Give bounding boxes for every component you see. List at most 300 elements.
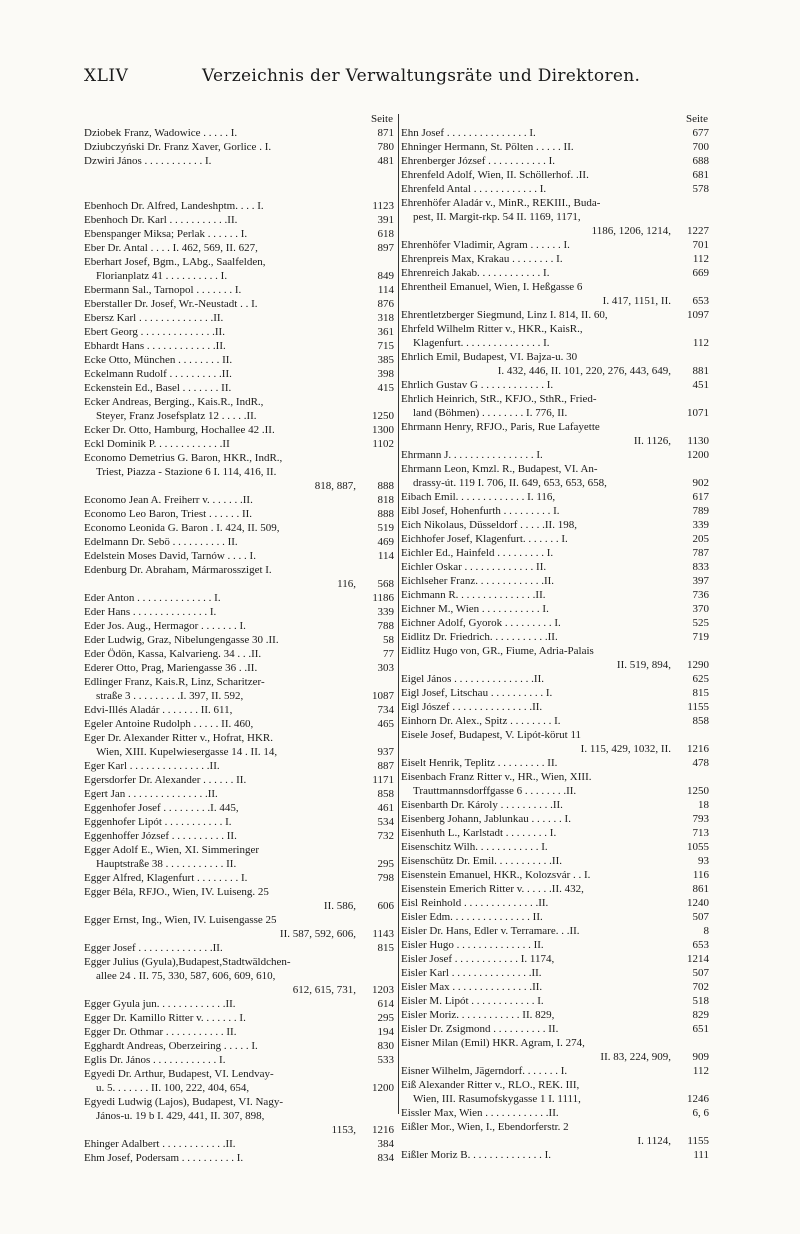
entry-text: Eberstaller Dr. Josef, Wr.-Neustadt . . I. — [84, 298, 258, 310]
entry-text: Ehrlich Heinrich, StR., KFJO., SthR., Fried- — [401, 393, 597, 405]
index-entry — [84, 647, 394, 661]
index-entry — [84, 1025, 394, 1039]
entry-page: 1155 — [687, 701, 709, 713]
entry-text: 1186, 1206, 1214, — [591, 225, 671, 237]
entry-page: 1214 — [687, 953, 709, 965]
index-entry — [84, 451, 394, 465]
entry-page: 1300 — [372, 424, 394, 436]
entry-text: Eckl Dominik P. . . . . . . . . . . . .II — [84, 438, 230, 450]
index-entry — [84, 423, 394, 437]
entry-page: 114 — [377, 550, 394, 562]
entry-text: Eisenhuth L., Karlstadt . . . . . . . . I. — [401, 827, 557, 839]
index-entry — [84, 1039, 394, 1053]
index-entry — [401, 924, 709, 938]
entry-page: 815 — [692, 687, 709, 699]
entry-text: Ebersz Karl . . . . . . . . . . . . . .II. — [84, 312, 224, 324]
index-entry — [84, 899, 394, 913]
section-gap — [84, 168, 394, 199]
entry-text: Ebenhoch Dr. Karl . . . . . . . . . . .II. — [84, 214, 238, 226]
entry-page: 415 — [377, 382, 394, 394]
entry-text: land (Böhmen) . . . . . . . . I. 776, II. — [413, 407, 568, 419]
index-entry — [401, 854, 709, 868]
entry-text: Eichner Adolf, Gyorok . . . . . . . . . I. — [401, 617, 561, 629]
entry-text: Ehrentletzberger Siegmund, Linz I. 814, II. 60, — [401, 309, 608, 321]
page-header — [84, 66, 716, 90]
index-entry — [401, 700, 709, 714]
entry-page: 871 — [377, 127, 394, 139]
index-entry — [401, 448, 709, 462]
entry-text: Ebert Georg . . . . . . . . . . . . . .II. — [84, 326, 225, 338]
index-entry — [401, 210, 709, 224]
entry-page: 6, 6 — [692, 1107, 709, 1119]
entry-text: Ecker Andreas, Berging., Kais.R., IndR., — [84, 396, 264, 408]
index-entry — [84, 941, 394, 955]
index-entry — [84, 549, 394, 563]
index-entry — [84, 703, 394, 717]
entry-page: 8 — [703, 925, 709, 937]
index-entry — [84, 997, 394, 1011]
index-entry — [401, 182, 709, 196]
entry-text: Eichner M., Wien . . . . . . . . . . . I. — [401, 603, 549, 615]
page-title: Verzeichnis der Verwaltungsräte und Direktoren. — [202, 66, 641, 86]
index-entry — [84, 591, 394, 605]
index-entry — [401, 714, 709, 728]
index-entry — [401, 868, 709, 882]
index-entry — [84, 227, 394, 241]
entry-page: 112 — [692, 337, 709, 349]
index-entry — [84, 983, 394, 997]
entry-text: I. 417, 1151, II. — [602, 295, 671, 307]
index-entry — [84, 563, 394, 577]
entry-page: 858 — [692, 715, 709, 727]
index-entry — [84, 1151, 394, 1165]
index-entry — [401, 406, 709, 420]
entry-text: II. 1126, — [633, 435, 671, 447]
index-entry — [401, 336, 709, 350]
index-entry — [84, 661, 394, 675]
entry-page: 876 — [377, 298, 394, 310]
entry-page: 793 — [692, 813, 709, 825]
index-entry — [401, 784, 709, 798]
index-entry — [84, 353, 394, 367]
entry-page: 818 — [377, 494, 394, 506]
entry-text: Economo Leonida G. Baron . I. 424, II. 509, — [84, 522, 280, 534]
index-entry — [401, 1148, 709, 1162]
entry-page: 713 — [692, 827, 709, 839]
index-entry — [84, 1123, 394, 1137]
index-entry — [401, 910, 709, 924]
entry-text: Ebermann Sal., Tarnopol . . . . . . . I. — [84, 284, 242, 296]
entry-text: Eger Dr. Alexander Ritter v., Hofrat, HKR. — [84, 732, 273, 744]
entry-text: Egger Adolf E., Wien, XI. Simmeringer — [84, 844, 260, 856]
entry-text: János-u. 19 b I. 429, 441, II. 307, 898, — [96, 1110, 265, 1122]
entry-page: 736 — [692, 589, 709, 601]
index-entry — [84, 521, 394, 535]
index-entry — [84, 1081, 394, 1095]
entry-text: Trauttmannsdorffgasse 6 . . . . . . . .II. — [413, 785, 577, 797]
entry-page: 787 — [692, 547, 709, 559]
entry-page: 1216 — [372, 1124, 394, 1136]
index-entry — [84, 1067, 394, 1081]
entry-text: Eglis Dr. János . . . . . . . . . . . . I. — [84, 1054, 226, 1066]
index-entry — [84, 955, 394, 969]
index-entry — [84, 339, 394, 353]
index-entry — [401, 154, 709, 168]
index-entry — [401, 896, 709, 910]
index-entry — [84, 759, 394, 773]
entry-page: 1246 — [687, 1093, 709, 1105]
index-entry — [401, 168, 709, 182]
entry-text: Eber Dr. Antal . . . . I. 462, 569, II. 627, — [84, 242, 258, 254]
entry-text: Eisenschütz Dr. Emil. . . . . . . . . . .II. — [401, 855, 563, 867]
index-entry — [84, 409, 394, 423]
entry-page: 702 — [692, 981, 709, 993]
entry-text: Eggenhofer Lipót . . . . . . . . . . . I. — [84, 816, 232, 828]
entry-page: 887 — [377, 760, 394, 772]
entry-page: 888 — [377, 480, 394, 492]
entry-page: 114 — [377, 284, 394, 296]
index-entry — [401, 518, 709, 532]
index-entry — [401, 686, 709, 700]
index-entry — [84, 395, 394, 409]
entry-text: Egyedi Dr. Arthur, Budapest, VI. Lendvay- — [84, 1068, 274, 1080]
entry-page: 1171 — [372, 774, 394, 786]
entry-text: Eiselt Henrik, Teplitz . . . . . . . . . II. — [401, 757, 558, 769]
entry-page: 858 — [377, 788, 394, 800]
entry-text: Egger Gyula jun. . . . . . . . . . . . .II. — [84, 998, 236, 1010]
entry-page: 681 — [692, 169, 709, 181]
entry-text: II. 519, 894, — [616, 659, 671, 671]
entry-page: 1123 — [372, 200, 394, 212]
index-entry — [401, 938, 709, 952]
entry-page: 534 — [377, 816, 394, 828]
index-entry — [401, 280, 709, 294]
entry-page: 1087 — [372, 690, 394, 702]
index-entry — [401, 196, 709, 210]
index-entry — [84, 619, 394, 633]
entry-text: Eißler Mor., Wien, I., Ebendorferstr. 2 — [401, 1121, 569, 1133]
index-entry — [84, 885, 394, 899]
entry-text: Ehm Josef, Podersam . . . . . . . . . . I. — [84, 1152, 244, 1164]
index-entry — [84, 1095, 394, 1109]
entry-page: 830 — [377, 1040, 394, 1052]
entry-text: Florianplatz 41 . . . . . . . . . . I. — [96, 270, 228, 282]
entry-page: 1200 — [687, 449, 709, 461]
entry-page: 734 — [377, 704, 394, 716]
entry-page: 688 — [692, 155, 709, 167]
entry-page: 815 — [377, 942, 394, 954]
entry-text: Ehrmann Henry, RFJO., Paris, Rue Lafayette — [401, 421, 600, 433]
entry-page: 700 — [692, 141, 709, 153]
entry-text: I. 432, 446, II. 101, 220, 276, 443, 649, — [497, 365, 671, 377]
index-entry — [84, 255, 394, 269]
entry-text: Edvi-Illés Aladár . . . . . . . II. 611, — [84, 704, 233, 716]
entry-text: Eisenschitz Wilh. . . . . . . . . . . . I. — [401, 841, 548, 853]
index-entry — [401, 476, 709, 490]
entry-page: 318 — [377, 312, 394, 324]
seite-label-right: Seite — [686, 113, 708, 125]
entry-text: Ehrlich Emil, Budapest, VI. Bajza-u. 30 — [401, 351, 578, 363]
entry-text: Wien, XIII. Kupelwiesergasse 14 . II. 14, — [96, 746, 278, 758]
index-entry — [401, 1078, 709, 1092]
entry-page: 861 — [692, 883, 709, 895]
entry-page: 833 — [692, 561, 709, 573]
entry-page: 507 — [692, 911, 709, 923]
entry-page: 578 — [692, 183, 709, 195]
entry-text: 1153, — [331, 1124, 356, 1136]
entry-text: Edlinger Franz, Kais.R, Linz, Scharitzer- — [84, 676, 265, 688]
entry-text: II. 83, 224, 909, — [600, 1051, 671, 1063]
entry-text: II. 586, — [323, 900, 356, 912]
entry-text: Eisler Moriz. . . . . . . . . . . . II. 829, — [401, 1009, 555, 1021]
index-entry — [84, 241, 394, 255]
entry-text: Ehrenhöfer Aladár v., MinR., REKIII., Buda- — [401, 197, 601, 209]
entry-text: Eigel János . . . . . . . . . . . . . . .II. — [401, 673, 544, 685]
index-entry — [84, 801, 394, 815]
index-entry — [84, 1011, 394, 1025]
entry-page: 909 — [692, 1051, 709, 1063]
entry-text: Eißler Moriz B. . . . . . . . . . . . . . I. — [401, 1149, 552, 1161]
index-entry — [84, 577, 394, 591]
entry-text: Ecke Otto, München . . . . . . . . II. — [84, 354, 233, 366]
entry-text: Einhorn Dr. Alex., Spitz . . . . . . . . I. — [401, 715, 561, 727]
entry-text: Economo Jean A. Freiherr v. . . . . . .II. — [84, 494, 253, 506]
entry-text: Eisenstein Emanuel, HKR., Kolozsvár . . I. — [401, 869, 591, 881]
entry-page: 719 — [692, 631, 709, 643]
index-entry — [84, 843, 394, 857]
index-entry — [84, 297, 394, 311]
index-entry — [401, 994, 709, 1008]
entry-page: 937 — [377, 746, 394, 758]
entry-page: 798 — [377, 872, 394, 884]
index-entry — [401, 504, 709, 518]
entry-text: Hauptstraße 38 . . . . . . . . . . . II. — [96, 858, 237, 870]
index-entry — [84, 367, 394, 381]
index-entry — [401, 1050, 709, 1064]
index-entry — [84, 857, 394, 871]
entry-text: Eibl Josef, Hohenfurth . . . . . . . . . I. — [401, 505, 560, 517]
index-entry — [401, 882, 709, 896]
index-entry — [401, 462, 709, 476]
entry-text: Ehinger Adalbert . . . . . . . . . . . .II. — [84, 1138, 236, 1150]
entry-page: 398 — [377, 368, 394, 380]
entry-text: Ehninger Hermann, St. Pölten . . . . . II. — [401, 141, 574, 153]
index-entry — [401, 350, 709, 364]
entry-page: 606 — [377, 900, 394, 912]
entry-text: Dziubczyński Dr. Franz Xaver, Gorlice . I. — [84, 141, 272, 153]
index-entry — [401, 616, 709, 630]
index-entry — [84, 154, 394, 168]
index-entry — [84, 283, 394, 297]
index-entry — [401, 1008, 709, 1022]
index-entry — [84, 325, 394, 339]
index-entry — [401, 546, 709, 560]
index-entry — [401, 588, 709, 602]
index-entry — [84, 479, 394, 493]
index-entry — [401, 728, 709, 742]
entry-text: Eisenstein Emerich Ritter v. . . . . .II. 432, — [401, 883, 584, 895]
right-column — [401, 112, 709, 1162]
entry-text: Eichmann R. . . . . . . . . . . . . . .II. — [401, 589, 546, 601]
entry-page: 834 — [377, 1152, 394, 1164]
entry-text: 116, — [337, 578, 356, 590]
index-entry — [401, 966, 709, 980]
entry-page: 93 — [698, 855, 709, 867]
entry-text: Ehrenfeld Adolf, Wien, II. Schöllerhof. .II. — [401, 169, 589, 181]
entry-text: Egger Béla, RFJO., Wien, IV. Luiseng. 25 — [84, 886, 269, 898]
entry-text: Eckenstein Ed., Basel . . . . . . . II. — [84, 382, 232, 394]
entry-page: 902 — [692, 477, 709, 489]
entry-text: Ehrmann Leon, Kmzl. R., Budapest, VI. An- — [401, 463, 598, 475]
entry-text: Klagenfurt. . . . . . . . . . . . . . . I. — [413, 337, 550, 349]
entry-page: 625 — [692, 673, 709, 685]
entry-page: 1143 — [372, 928, 394, 940]
entry-text: Triest, Piazza - Stazione 6 I. 114, 416, II. — [96, 466, 277, 478]
entry-page: 1130 — [687, 435, 709, 447]
entry-page: 653 — [692, 295, 709, 307]
index-entry — [401, 826, 709, 840]
entry-page: 1227 — [687, 225, 709, 237]
entry-text: Eichler Ed., Hainfeld . . . . . . . . . I. — [401, 547, 554, 559]
entry-text: Ehrentheil Emanuel, Wien, I. Heßgasse 6 — [401, 281, 583, 293]
entry-page: 478 — [692, 757, 709, 769]
entry-page: 519 — [377, 522, 394, 534]
index-entry — [401, 980, 709, 994]
entry-text: Eisler M. Lipót . . . . . . . . . . . . I. — [401, 995, 544, 1007]
entry-text: pest, II. Margit-rkp. 54 II. 1169, 1171, — [413, 211, 581, 223]
entry-page: 1102 — [372, 438, 394, 450]
index-entry — [401, 1120, 709, 1134]
entry-page: 205 — [692, 533, 709, 545]
index-entry — [401, 294, 709, 308]
entry-page: 1290 — [687, 659, 709, 671]
entry-page: 112 — [692, 253, 709, 265]
entry-page: 384 — [377, 1138, 394, 1150]
index-entry — [84, 381, 394, 395]
entry-page: 614 — [377, 998, 394, 1010]
entry-page: 112 — [692, 1065, 709, 1077]
entry-text: Egeler Antoine Rudolph . . . . . II. 460, — [84, 718, 254, 730]
entry-page: 518 — [692, 995, 709, 1007]
index-entry — [84, 773, 394, 787]
entry-text: Eisler Hugo . . . . . . . . . . . . . . II. — [401, 939, 544, 951]
entry-page: 58 — [383, 634, 394, 646]
entry-text: Egger Ernst, Ing., Wien, IV. Luisengasse 25 — [84, 914, 277, 926]
entry-text: Eder Anton . . . . . . . . . . . . . . I. — [84, 592, 221, 604]
entry-text: Eigl Josef, Litschau . . . . . . . . . . I. — [401, 687, 553, 699]
entry-text: Ehrfeld Wilhelm Ritter v., HKR., KaisR., — [401, 323, 583, 335]
entry-text: Egger Dr. Othmar . . . . . . . . . . . II. — [84, 1026, 237, 1038]
entry-page: 18 — [698, 799, 709, 811]
index-entry — [84, 787, 394, 801]
index-entry — [84, 829, 394, 843]
entry-text: Ebenspanger Miksa; Perlak . . . . . . I. — [84, 228, 248, 240]
entry-page: 194 — [377, 1026, 394, 1038]
index-entry — [401, 238, 709, 252]
index-entry — [401, 1064, 709, 1078]
entry-page: 507 — [692, 967, 709, 979]
entry-page: 303 — [377, 662, 394, 674]
entry-text: Egert Jan . . . . . . . . . . . . . . .II. — [84, 788, 218, 800]
index-entry — [401, 602, 709, 616]
entry-text: 818, 887, — [314, 480, 356, 492]
entry-text: Eggenhofer Josef . . . . . . . . .I. 445, — [84, 802, 239, 814]
entry-page: 397 — [692, 575, 709, 587]
entry-text: Egersdorfer Dr. Alexander . . . . . . II. — [84, 774, 247, 786]
index-entry — [84, 1109, 394, 1123]
entry-page: 1240 — [687, 897, 709, 909]
entry-page: 465 — [377, 718, 394, 730]
index-entry — [84, 871, 394, 885]
index-entry — [401, 490, 709, 504]
index-entry — [401, 1022, 709, 1036]
index-entry — [401, 1106, 709, 1120]
index-entry — [401, 224, 709, 238]
index-entry — [401, 378, 709, 392]
index-entry — [401, 742, 709, 756]
index-entry — [401, 322, 709, 336]
index-entry — [84, 1137, 394, 1151]
index-entry — [401, 644, 709, 658]
entry-text: Eichlseher Franz. . . . . . . . . . . . .II. — [401, 575, 555, 587]
index-entry — [84, 269, 394, 283]
index-entry — [401, 770, 709, 784]
entry-text: Eberhart Josef, Bgm., LAbg., Saalfelden, — [84, 256, 266, 268]
index-entry — [84, 311, 394, 325]
entry-page: 617 — [692, 491, 709, 503]
entry-page: 1250 — [687, 785, 709, 797]
entry-text: Wien, III. Rasumofskygasse 1 I. 1111, — [413, 1093, 581, 1105]
index-entry — [401, 420, 709, 434]
entry-page: 1055 — [687, 841, 709, 853]
index-entry — [84, 633, 394, 647]
index-entry — [84, 465, 394, 479]
entry-text: Ederer Otto, Prag, Mariengasse 36 . .II. — [84, 662, 258, 674]
entry-text: Eder Ödön, Kassa, Kalvarieng. 34 . . .II. — [84, 648, 262, 660]
entry-text: Eisner Wilhelm, Jägerndorf. . . . . . . I. — [401, 1065, 568, 1077]
index-entry — [84, 717, 394, 731]
entry-page: 881 — [692, 365, 709, 377]
entry-text: drassy-út. 119 I. 706, II. 649, 653, 653, 658, — [413, 477, 607, 489]
index-entry — [401, 392, 709, 406]
entry-text: Eisler Josef . . . . . . . . . . . . I. 1174, — [401, 953, 555, 965]
entry-page: 339 — [377, 606, 394, 618]
entry-page: 1200 — [372, 1082, 394, 1094]
entry-text: Edenburg Dr. Abraham, Mármarossziget I. — [84, 564, 272, 576]
entry-page: 1203 — [372, 984, 394, 996]
entry-text: Eisler Dr. Zsigmond . . . . . . . . . . II. — [401, 1023, 559, 1035]
entry-page: 361 — [377, 326, 394, 338]
seite-label-left: Seite — [371, 113, 393, 125]
entry-text: Eisler Dr. Hans, Edler v. Terramare. . .II. — [401, 925, 580, 937]
left-column — [84, 112, 394, 1165]
entry-text: Eich Nikolaus, Düsseldorf . . . . .II. 198, — [401, 519, 577, 531]
index-entry — [84, 927, 394, 941]
entry-text: Eder Ludwig, Graz, Nibelungengasse 30 .II. — [84, 634, 279, 646]
entry-page: 1216 — [687, 743, 709, 755]
entry-page: 481 — [377, 155, 394, 167]
index-entry — [401, 266, 709, 280]
entry-text: Dzwiri János . . . . . . . . . . . I. — [84, 155, 212, 167]
entry-page: 715 — [377, 340, 394, 352]
entry-page: 829 — [692, 1009, 709, 1021]
entry-text: Ebenhoch Dr. Alfred, Landeshptm. . . . I. — [84, 200, 264, 212]
index-entry — [84, 913, 394, 927]
entry-page: 701 — [692, 239, 709, 251]
entry-text: Eisl Reinhold . . . . . . . . . . . . . .II. — [401, 897, 549, 909]
index-entry — [84, 745, 394, 759]
entry-text: Egger Julius (Gyula),Budapest,Stadtwäldchen- — [84, 956, 291, 968]
